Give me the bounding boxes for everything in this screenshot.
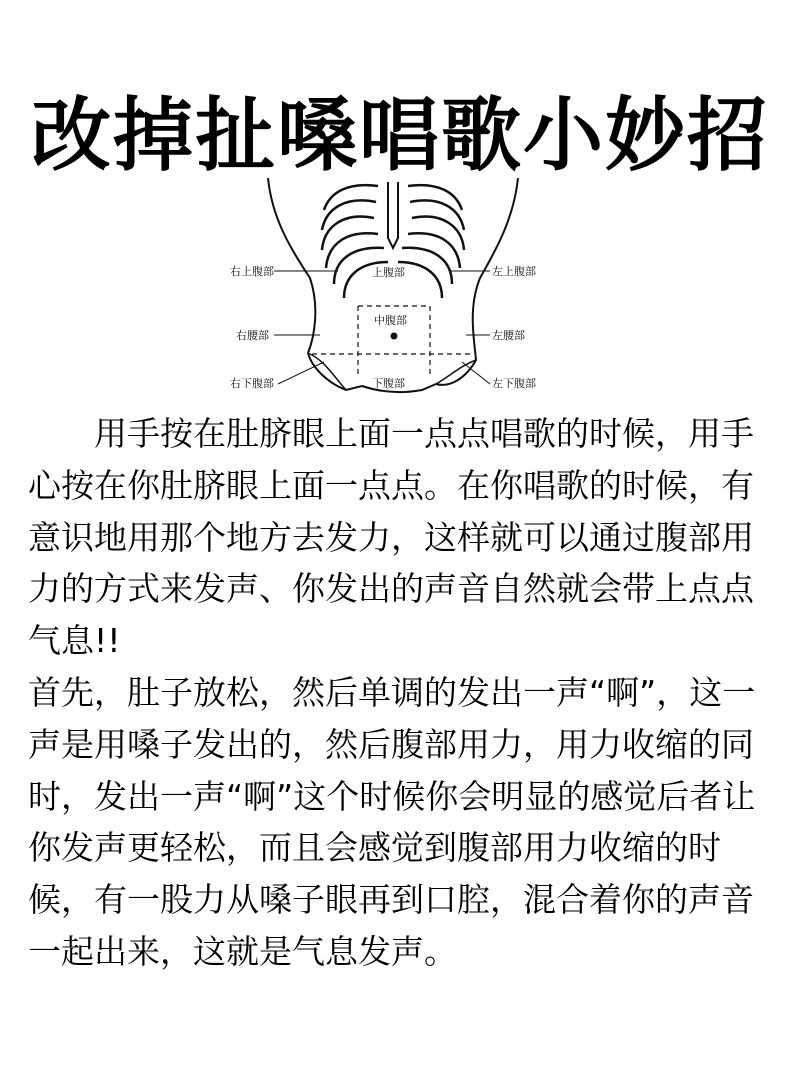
abdomen-diagram xyxy=(228,178,558,400)
torso-outline xyxy=(268,178,518,392)
page-title: 改掉扯嗓唱歌小妙招 xyxy=(31,89,769,182)
label-middle: 中腹部 xyxy=(374,314,407,327)
navel-dot xyxy=(391,333,398,340)
article-body xyxy=(28,408,776,978)
paragraph-2: 首先，肚子放松，然后单调的发出一声“啊”，这一声是用嗓子发出的，然后腹部用力，用力收缩的同时，发出一声“啊”这个时候你会明显的感觉后者让你发声更轻松，而且会感觉到腹部用力收缩的时候，有一股力从嗓子眼再到口腔，混合着你的声音一起出来，这就是气息发声。 xyxy=(28,672,756,971)
sternum xyxy=(388,182,398,248)
abdomen-diagram-svg xyxy=(228,178,558,400)
label-right-lower: 右下腹部 xyxy=(230,377,274,390)
label-left-waist: 左腰部 xyxy=(492,329,525,342)
right-ribs xyxy=(322,185,388,298)
label-left-lower: 左下腹部 xyxy=(492,377,536,390)
left-ribs xyxy=(398,185,464,298)
label-left-upper: 左上腹部 xyxy=(492,265,536,278)
paragraph-1: 用手按在肚脐眼上面一点点唱歌的时候，用手心按在你肚脐眼上面一点点。在你唱歌的时候，有意识地用那个地方去发力，这样就可以通过腹部用力的方式来发声、你发出的声音自然就会带上点点气息!! xyxy=(28,414,754,661)
label-right-waist: 右腰部 xyxy=(236,329,269,342)
label-right-upper: 右上腹部 xyxy=(230,265,274,278)
label-lower: 下腹部 xyxy=(372,377,405,390)
label-upper: 上腹部 xyxy=(372,266,405,279)
